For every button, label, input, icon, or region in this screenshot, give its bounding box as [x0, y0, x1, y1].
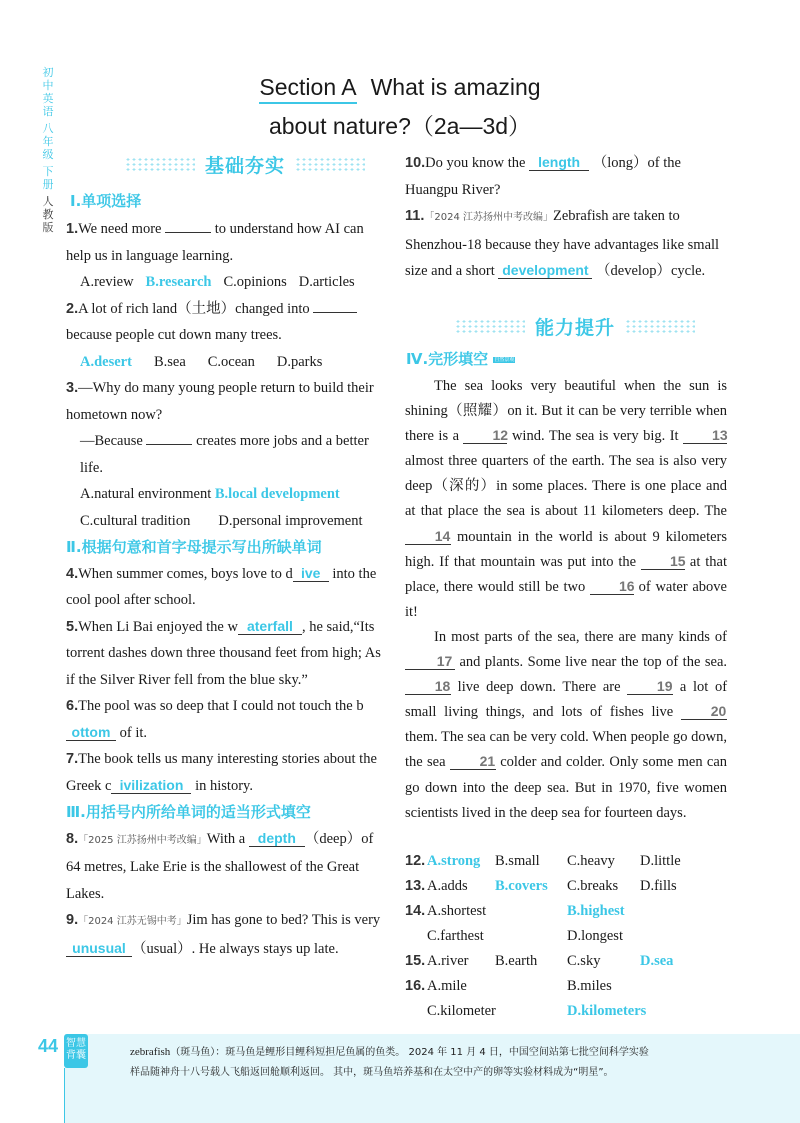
question-8: 8.「2025 江苏扬州中考改编」With a depth （deep）of 64 metres, Lake Erie is the shallowest of the Great Lakes.	[66, 829, 374, 902]
question-6: 6.The pool was so deep that I could not touch the bottom of it.	[66, 698, 364, 741]
question-3: 3.—Why do many young people return to build their hometown now?	[66, 380, 374, 423]
section-2-header: Ⅱ.根据句意和首字母提示写出所缺单词	[66, 538, 322, 556]
page-title: Section A What is amazing	[0, 74, 800, 104]
question-5: 5.When Li Bai enjoyed the w aterfall , he said,“Its torrent dashes down three thousand feet from high; As if the Silver River fell from the blue sky.”	[66, 617, 381, 688]
cloze-option-row	[405, 924, 727, 949]
cloze-option: B.small	[495, 853, 540, 869]
question-4: 4.When summer comes, boys love to d ive into the cool pool after school.	[66, 564, 377, 608]
cloze-option: B.covers	[495, 878, 548, 894]
blank-13: 13	[683, 427, 727, 444]
footer-note: zebrafish（斑马鱼）：斑马鱼是鲤形目鲤科短担尼鱼属的鱼类。 2024 年 11 月 4 日，中国空间站第七批空间科学实验 样品随神舟十八号载人飞船返回舱顺利返回。 其中，斑马鱼培养基和在太空中产的卵等实验材料成为“明星”。	[130, 1046, 649, 1078]
cloze-option: C.kilometer	[427, 1003, 496, 1019]
cloze-option: D.sea	[640, 953, 674, 969]
section-1-header: Ⅰ.单项选择	[70, 192, 142, 210]
question-2: 2.A lot of rich land（土地）changed into because people cut down many trees.	[66, 296, 388, 349]
blank-16: 16	[590, 578, 634, 595]
options-3b: C.cultural tradition D.personal improvement	[80, 512, 363, 529]
options-1: A.review B.research C.opinions D.articles	[80, 274, 355, 290]
right-column-top	[405, 150, 727, 285]
left-column	[66, 216, 388, 962]
cloze-option: D.kilometers	[567, 1003, 647, 1019]
cloze-option-row: 14. A.shortest B.highest	[405, 899, 727, 924]
cloze-option: C.sky	[567, 953, 601, 969]
blank	[313, 312, 357, 313]
cloze-option: A.river	[427, 953, 469, 969]
cloze-options	[405, 849, 727, 1024]
options-3: A.natural environment B.local development	[80, 486, 340, 502]
cloze-option-row: 16. A.mile B.miles	[405, 974, 727, 999]
blank	[146, 444, 192, 445]
cloze-option: C.farthest	[427, 928, 484, 944]
cloze-option: A.shortest	[427, 903, 487, 919]
blank-14: 14	[405, 528, 451, 545]
options-2: A.desert B.sea C.ocean D.parks	[80, 353, 323, 370]
blank-21: 21	[450, 753, 496, 770]
question-3-answer: —Because creates more jobs and a better life.	[80, 433, 369, 476]
passage-paragraph-1: The sea looks very beautiful when the sun is shining（照耀）on it. But it can be very terrible when there is a 12 wind. The sea is very big. It 13 almost three quarters of the earth. The sea is also very deep（深的）in some places. There is one place and at that place the sea is about 11 kilometers deep. The 14 mountain in the world is about 9 kilometers high. If that mountain was put into the 15 at that place, there would still be two 16 of water above it!	[405, 378, 728, 620]
cloze-option: C.heavy	[567, 853, 615, 869]
question-10: 10.Do you know the length （long）of the Huangpu River?	[405, 154, 681, 198]
cloze-option: A.mile	[427, 978, 467, 994]
cloze-option: D.longest	[567, 928, 623, 944]
footer-line	[64, 1068, 65, 1123]
side-label: 初 中 英 语 八 年 级 下 册 人 教 版	[42, 66, 54, 234]
banner-advanced: 能力提升	[425, 312, 725, 340]
cloze-option: A.adds	[427, 878, 468, 894]
blank-17: 17	[405, 653, 455, 670]
cloze-passage	[405, 374, 727, 826]
cloze-option: B.miles	[567, 978, 612, 994]
cloze-option: D.little	[640, 853, 681, 869]
question-1: 1.We need more to understand how AI can help us in language learning.	[66, 221, 364, 264]
cloze-option-row	[405, 999, 727, 1024]
cloze-option-row: 13. A.adds B.covers C.breaks D.fills	[405, 874, 727, 899]
banner-basic: 基础夯实	[100, 150, 390, 178]
section-4-header: Ⅳ.完形填空 自然景观	[406, 350, 515, 368]
cloze-option: B.earth	[495, 953, 538, 969]
cloze-option-row: 12. A.strong B.small C.heavy D.little	[405, 849, 727, 874]
cloze-option: B.highest	[567, 903, 625, 919]
question-11: 11.「2024 江苏扬州中考改编」Zebrafish are taken to Shenzhou-18 because they have advantages like small size and a short development （develop）cycle.	[405, 208, 720, 279]
blank-20: 20	[681, 703, 727, 720]
blank-12: 12	[463, 427, 507, 444]
section-3-header: Ⅲ.用括号内所给单词的适当形式填空	[66, 803, 311, 821]
cloze-option: D.fills	[640, 878, 677, 894]
passage-paragraph-2: In most parts of the sea, there are many kinds of 17 and plants. Some live near the top of the sea. 18 live deep down. There are 19 a lot of small living things, and lots of fishes live 20 them. The sea can be very cold. When people go down, the sea 21 colder and colder. Only some men can go down into the deep sea. But in 1970, five women scientists lived in the deep sea for fourteen days.	[405, 628, 728, 821]
topic-tag: 自然景观	[494, 356, 515, 363]
blank	[165, 232, 211, 233]
blank-18: 18	[405, 678, 451, 695]
blank-19: 19	[627, 678, 673, 695]
cloze-option: C.breaks	[567, 878, 619, 894]
cloze-option-row: 15. A.river B.earth C.sky D.sea	[405, 949, 727, 974]
cloze-option: A.strong	[427, 853, 481, 869]
page-title-line2: about nature?（2a—3d）	[268, 113, 532, 139]
wisdom-badge: 智慧背囊	[64, 1034, 88, 1068]
question-9: 9.「2024 江苏无锡中考」Jim has gone to bed? This is very unusual （usual）. He always stays up late.	[66, 912, 381, 957]
blank-15: 15	[641, 553, 685, 570]
question-7: 7.The book tells us many interesting stories about the Greek c ivilization in history.	[66, 751, 377, 794]
page-number: 44	[38, 1036, 59, 1056]
